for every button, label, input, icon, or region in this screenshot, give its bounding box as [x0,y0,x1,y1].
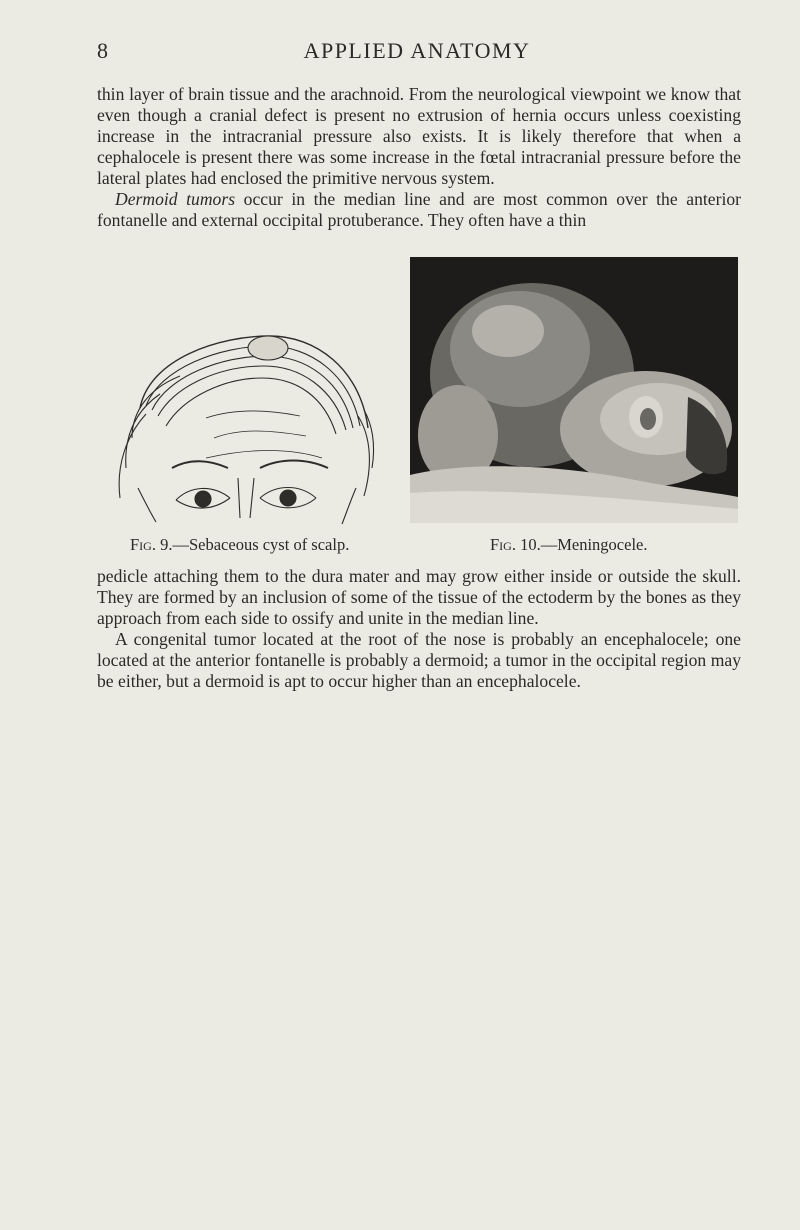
figure-9-caption-text: —Sebaceous cyst of scalp. [172,535,350,554]
paragraph-3: pedicle attaching them to the dura mater and may grow either inside or outside the skull. They are formed by an inclusion of some of the tissue of the ectoderm by the bones as they approach from each side to ossify and unite in the median line. [97,566,741,628]
paragraph-1: thin layer of brain tissue and the arachnoid. From the neurological viewpoint we know that even though a cranial defect is present no extrusion of hernia occurs unless coexisting increase in the intracranial pressure also exists. It is likely therefore that when a cephalocele is present there was some increase in the fœtal intracranial pressure before the lateral plates had enclosed the primitive nervous system. [97,84,741,188]
page-header [97,38,737,68]
paragraph-2-italic: Dermoid tumors [115,189,236,209]
figure-10-label: Fig. 10. [490,535,541,554]
running-title: APPLIED ANATOMY [303,38,531,63]
text-block-top [97,84,741,231]
paragraph-4: A congenital tumor located at the root of the nose is probably an encephalocele; one located at the anterior fontanelle is probably a dermoid; a tumor in the occipital region may be either, but a dermoid is apt to occur higher than an encephalocele. [97,629,741,691]
text-block-bottom [97,566,741,692]
page-number: 8 [97,38,109,63]
paragraph-2-rest: occur in the median line and are most common over the anterior fontanelle and external occipital protuberance. They often have a thin [97,189,741,230]
paragraph-2 [97,189,741,231]
figure-9-caption [130,535,349,555]
figure-9-drawing [110,318,380,526]
figure-10-photo [410,257,738,523]
figure-10-caption [490,535,647,555]
figure-9-label: Fig. 9. [130,535,173,554]
figure-10-caption-text: —Meningocele. [540,535,648,554]
